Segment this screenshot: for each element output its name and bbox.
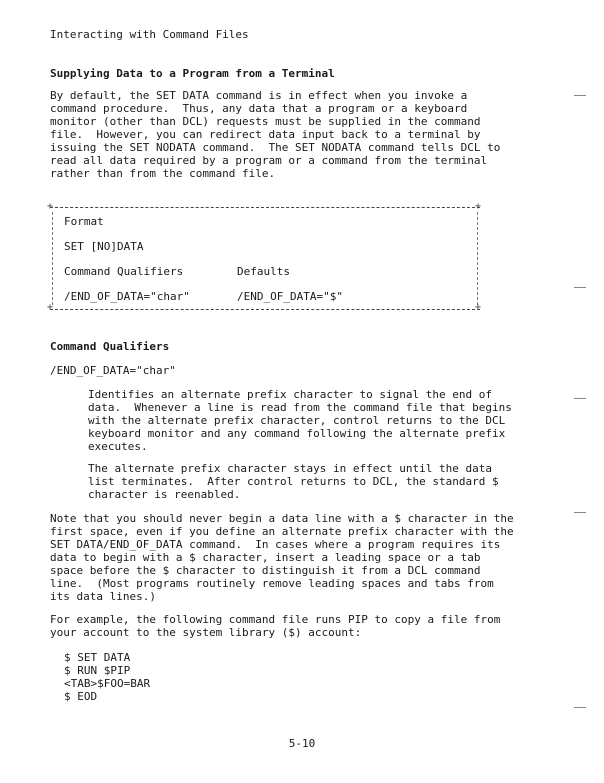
format-label: Format xyxy=(64,215,104,228)
format-syntax: SET [NO]DATA xyxy=(64,240,144,253)
text-line: By default, the SET DATA command is in effect when you invoke a xyxy=(50,89,468,102)
text-line: data. Whenever a line is read from the command file that begins xyxy=(88,401,512,414)
qualifiers-section-heading: Command Qualifiers xyxy=(50,340,170,353)
text-line: space before the $ character to distinguish it from a DCL command xyxy=(50,564,481,577)
section-heading: Supplying Data to a Program from a Terminal xyxy=(50,67,335,80)
text-line: file. However, you can redirect data input back to a terminal by xyxy=(50,128,481,141)
text-line: Note that you should never begin a data line with a $ character in the xyxy=(50,512,514,525)
text-line: list terminates. After control returns to DCL, the standard $ xyxy=(88,475,499,488)
text-line: data to begin with a $ character, insert a leading space or a tab xyxy=(50,551,481,564)
text-line: For example, the following command file runs PIP to copy a file from xyxy=(50,613,501,626)
text-line: keyboard monitor and any command following the alternate prefix xyxy=(88,427,506,440)
change-bar-mark xyxy=(574,287,586,288)
code-line: $ SET DATA xyxy=(64,651,131,664)
change-bar-mark xyxy=(574,398,586,399)
qualifiers-header: Command Qualifiers xyxy=(64,265,184,278)
defaults-header: Defaults xyxy=(237,265,290,278)
box-corner: + xyxy=(475,201,482,212)
text-line: rather than from the command file. xyxy=(50,167,276,180)
code-line: <TAB>$FOO=BAR xyxy=(64,677,151,690)
text-line: command procedure. Thus, any data that a program or a keyboard xyxy=(50,102,468,115)
qualifier-name: /END_OF_DATA="char" xyxy=(50,364,176,377)
text-line: your account to the system library ($) account: xyxy=(50,626,362,639)
change-bar-mark xyxy=(574,512,586,513)
text-line: first space, even if you define an alternate prefix character with the xyxy=(50,525,514,538)
text-line: monitor (other than DCL) requests must be supplied in the command xyxy=(50,115,481,128)
change-bar-mark xyxy=(574,707,586,708)
page-number: 5-10 xyxy=(288,737,316,750)
box-corner: + xyxy=(47,201,54,212)
code-line: $ RUN $PIP xyxy=(64,664,131,677)
text-line: issuing the SET NODATA command. The SET NODATA command tells DCL to xyxy=(50,141,501,154)
text-line: with the alternate prefix character, control returns to the DCL xyxy=(88,414,506,427)
change-bar-mark xyxy=(574,95,586,96)
text-line: SET DATA/END_OF_DATA command. In cases where a program requires its xyxy=(50,538,501,551)
text-line: line. (Most programs routinely remove leading spaces and tabs from xyxy=(50,577,494,590)
text-line: executes. xyxy=(88,440,148,453)
text-line: character is reenabled. xyxy=(88,488,241,501)
running-header: Interacting with Command Files xyxy=(50,28,249,41)
box-corner: + xyxy=(475,302,482,313)
text-line: its data lines.) xyxy=(50,590,156,603)
qualifier-entry: /END_OF_DATA="char" xyxy=(64,290,190,303)
default-entry: /END_OF_DATA="$" xyxy=(237,290,343,303)
text-line: read all data required by a program or a command from the terminal xyxy=(50,154,488,167)
code-line: $ EOD xyxy=(64,690,98,703)
box-corner: + xyxy=(47,302,54,313)
text-line: Identifies an alternate prefix character to signal the end of xyxy=(88,388,492,401)
text-line: The alternate prefix character stays in effect until the data xyxy=(88,462,492,475)
